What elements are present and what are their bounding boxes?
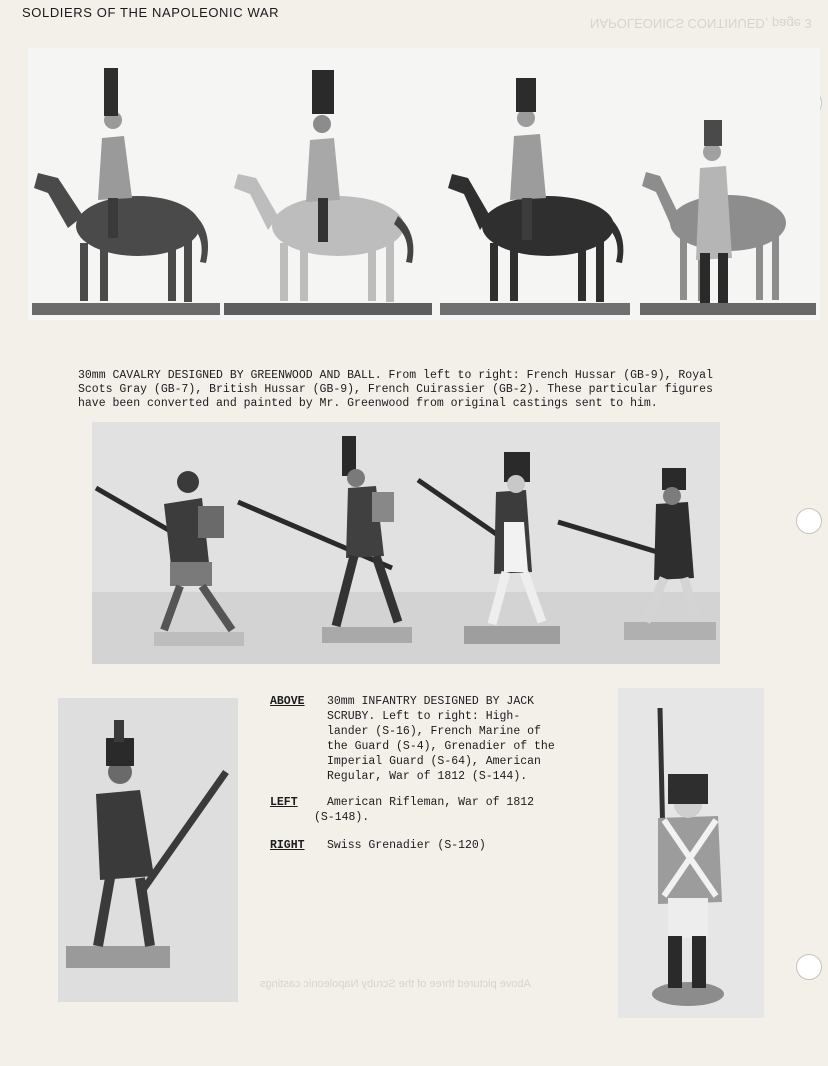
bleed-through-bottom: Above pictured three of the Scruby Napoleonic castings [260, 978, 531, 990]
grenadier-figure-illustration [618, 688, 764, 1018]
cavalry-caption-line-3: have been converted and painted by Mr. Greenwood from original castings sent to him. [78, 397, 658, 410]
cavalry-caption-line-1: 30mm CAVALRY DESIGNED BY GREENWOOD AND BALL. From left to right: French Hussar (GB-9), Royal [78, 369, 713, 382]
binder-hole [796, 508, 822, 534]
cavalry-figures-illustration [28, 48, 820, 320]
above-caption-line-4: the Guard (S-4), Grenadier of the [327, 740, 555, 753]
right-caption-line-1: Swiss Grenadier (S-120) [327, 839, 486, 852]
swiss-grenadier-photo [618, 688, 764, 1018]
rifleman-figure-illustration [58, 698, 238, 1002]
binder-hole [796, 954, 822, 980]
caption-label-above: ABOVE [270, 695, 305, 708]
cavalry-photo [28, 48, 820, 320]
above-caption-line-6: Regular, War of 1812 (S-144). [327, 770, 528, 783]
above-caption-line-3: lander (S-16), French Marine of [327, 725, 541, 738]
bleed-through-title: NAPOLEONICS CONTINUED, page 3 [590, 16, 812, 31]
infantry-photo [92, 422, 720, 664]
above-caption-line-2: SCRUBY. Left to right: High- [327, 710, 521, 723]
caption-label-right: RIGHT [270, 839, 305, 852]
rifleman-photo [58, 698, 238, 1002]
above-caption-line-1: 30mm INFANTRY DESIGNED BY JACK [327, 695, 535, 708]
above-caption-line-5: Imperial Guard (S-64), American [327, 755, 541, 768]
caption-label-left: LEFT [270, 796, 298, 809]
infantry-figures-illustration [92, 422, 720, 664]
cavalry-caption-line-2: Scots Gray (GB-7), British Hussar (GB-9), French Cuirassier (GB-2). These particular figures [78, 383, 713, 396]
left-caption-line-1: American Rifleman, War of 1812 [327, 796, 535, 809]
page-header: SOLDIERS OF THE NAPOLEONIC WAR [22, 5, 280, 20]
left-caption-line-2: (S-148). [314, 811, 370, 824]
